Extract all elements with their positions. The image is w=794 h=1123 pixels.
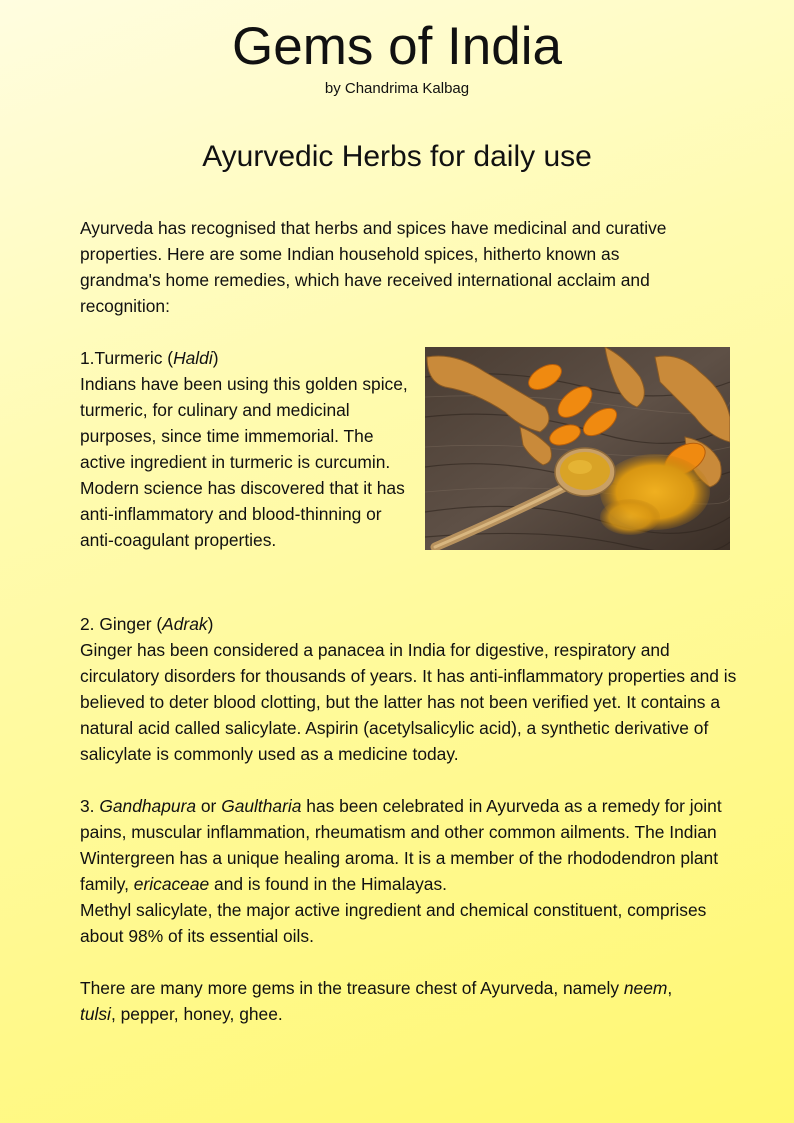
author-byline: by Chandrima Kalbag — [324, 80, 470, 97]
turmeric-section — [80, 345, 420, 553]
gandhapura-text: has been celebrated in Ayurveda as a remedy for joint pains, muscular inflammation, rheumatism and other common ailments. The Indian Wintergreen has a unique healing aroma. It is a member of the rhododendron plant family, — [80, 796, 722, 894]
tulsi-name: tulsi — [80, 1004, 111, 1024]
gandhapura-number: 3. — [80, 796, 100, 816]
ginger-body: Ginger has been considered a panacea in India for digestive, respiratory and circulatory disorders for thousands of years. It has anti-inflammatory properties and is believed to deter blood clotting, but the latter has not been verified yet. It contains a natural acid called salicylate. Aspirin (acetylsalicylic acid), a synthetic derivative of salicylate is commonly used as a medicine today. — [80, 640, 737, 764]
closing-comma: , — [667, 978, 673, 998]
turmeric-photo — [425, 347, 730, 550]
ginger-section — [80, 611, 740, 767]
page-subtitle: Ayurvedic Herbs for daily use — [202, 140, 592, 173]
intro-paragraph: Ayurveda has recognised that herbs and spices have medicinal and curative properties. Here are some Indian household spices, hitherto known as grandma's home remedies, which have received international acclaim and recognition: — [80, 218, 667, 316]
methyl-salicylate-text: Methyl salicylate, the major active ingredient and chemical constituent, comprises about 98% of its essential oils. — [80, 900, 707, 946]
closing-text-2: , pepper, honey, ghee. — [110, 1004, 283, 1024]
plant-family-name: ericaceae — [133, 874, 210, 894]
gandhapura-or: or — [196, 796, 222, 816]
turmeric-heading — [80, 345, 420, 371]
gandhapura-text-2: and is found in the Himalayas. — [209, 874, 448, 894]
turmeric-local-name: Haldi — [173, 348, 213, 368]
gaultharia-name: Gaultharia — [221, 796, 302, 816]
ginger-heading — [80, 611, 740, 637]
turmeric-body: Indians have been using this golden spice, turmeric, for culinary and medicinal purposes, since time immemorial. The active ingredient in turmeric is curcumin. Modern science has discovered that it has anti-inflammatory and blood-thinning or anti-coagulant properties. — [80, 374, 408, 550]
turmeric-heading-prefix: 1.Turmeric ( — [80, 348, 174, 368]
ginger-heading-prefix: 2. Ginger ( — [80, 614, 163, 634]
gandhapura-section — [80, 793, 740, 949]
ginger-heading-suffix: ) — [207, 614, 214, 634]
page-title: Gems of India — [232, 17, 562, 76]
closing-text: There are many more gems in the treasure chest of Ayurveda, namely — [80, 978, 624, 998]
ginger-local-name: Adrak — [162, 614, 208, 634]
gandhapura-name: Gandhapura — [99, 796, 197, 816]
closing-paragraph — [80, 975, 740, 1027]
turmeric-heading-suffix: ) — [212, 348, 219, 368]
neem-name: neem — [623, 978, 668, 998]
